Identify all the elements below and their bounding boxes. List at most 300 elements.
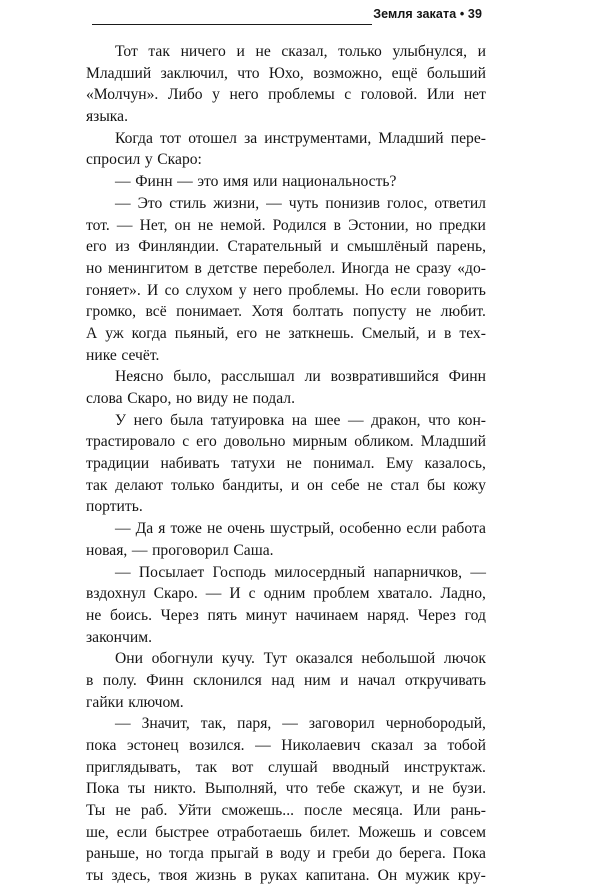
word: с xyxy=(182,433,190,451)
word: Нет, xyxy=(139,216,168,234)
word: жизнь xyxy=(195,867,237,885)
word: Иногда xyxy=(341,259,390,277)
word: ше, xyxy=(86,823,109,841)
word: Саша. xyxy=(233,541,274,559)
word: Ты xyxy=(86,802,106,820)
word: возможно, xyxy=(313,64,383,82)
word: бандиты, xyxy=(222,476,284,494)
word: Посылает xyxy=(138,563,205,581)
word: Юхо, xyxy=(268,64,304,82)
text-line xyxy=(86,149,486,171)
word: боись. xyxy=(109,606,152,624)
word: у xyxy=(238,281,247,299)
word: в xyxy=(265,845,274,863)
word: пере- xyxy=(450,129,486,147)
word: У xyxy=(115,411,127,429)
word: пока xyxy=(86,737,117,754)
word: Финляндии. xyxy=(138,238,220,256)
word: обогнули xyxy=(151,650,214,668)
word: гайки xyxy=(86,693,124,711)
word: милосердный xyxy=(274,563,366,581)
body-text xyxy=(86,41,486,887)
word: улыбнулся, xyxy=(392,43,467,60)
text-line xyxy=(86,648,486,670)
word: если xyxy=(390,281,421,299)
page-number: 39 xyxy=(467,7,482,21)
text-line xyxy=(86,735,486,757)
word: и xyxy=(330,238,339,256)
word: «до- xyxy=(457,259,486,277)
word: больший xyxy=(426,64,486,82)
word: если xyxy=(116,823,148,841)
word: Можешь xyxy=(358,823,416,841)
word: традиции xyxy=(86,455,150,473)
word: напарничков, xyxy=(373,563,463,581)
word: только xyxy=(170,476,215,494)
page-header xyxy=(92,2,482,30)
word: не xyxy=(197,216,214,234)
word: это xyxy=(197,173,219,191)
word: — xyxy=(205,585,222,603)
word: имя xyxy=(223,173,249,191)
word: оказался xyxy=(295,650,353,668)
word: Ему xyxy=(385,455,414,473)
word: особенно xyxy=(339,520,402,538)
text-line xyxy=(86,627,486,649)
word: год xyxy=(464,606,486,624)
word: шустрый, xyxy=(269,520,335,538)
word: Уйти xyxy=(177,802,212,820)
word: скажут, xyxy=(353,780,403,798)
word: Младший xyxy=(86,64,152,82)
word: кру- xyxy=(457,867,486,885)
word: татуировка xyxy=(210,411,285,429)
word: языка. xyxy=(86,108,128,126)
word: кучу. xyxy=(221,650,255,668)
word: смышлёный xyxy=(347,238,429,256)
word: не xyxy=(255,43,271,60)
word: в xyxy=(333,216,341,234)
word: — xyxy=(115,194,131,212)
word: — xyxy=(116,216,133,234)
word: была xyxy=(170,411,204,429)
word: билет. xyxy=(309,823,351,841)
word: Николаевич xyxy=(281,737,361,754)
word: новая, xyxy=(86,541,128,559)
word: заткнешь. xyxy=(288,324,354,342)
word: инструктаж. xyxy=(403,758,486,776)
word: проблем xyxy=(313,585,370,603)
word: но xyxy=(145,845,163,863)
word: возвратившийся xyxy=(330,368,439,386)
word: громко, xyxy=(86,303,137,321)
word: тогда xyxy=(168,845,204,863)
word: откручивать xyxy=(404,671,486,689)
word: минут xyxy=(245,606,287,624)
word: слова xyxy=(86,390,123,407)
word: него xyxy=(133,411,163,429)
text-line xyxy=(86,475,486,497)
word: сказал, xyxy=(281,43,328,60)
word: тот xyxy=(160,129,182,147)
word: Скаро. xyxy=(153,585,198,603)
word: А xyxy=(86,324,98,342)
word: его xyxy=(236,324,258,342)
text-line xyxy=(86,193,486,215)
text-line xyxy=(86,171,486,193)
word: Тут xyxy=(263,650,287,668)
word: над xyxy=(271,671,295,689)
word: но xyxy=(175,390,193,407)
text-line xyxy=(86,388,486,410)
word: Или xyxy=(426,86,455,104)
word: гоняет». xyxy=(86,281,141,299)
word: чернобородый, xyxy=(385,715,486,733)
word: Тот xyxy=(115,43,138,60)
text-line xyxy=(86,605,486,627)
word: тех- xyxy=(459,324,486,342)
text-line xyxy=(86,670,486,692)
word: национальность? xyxy=(282,173,397,191)
text-line xyxy=(86,41,486,63)
word: за xyxy=(423,737,437,754)
word: твоя xyxy=(158,867,188,885)
word: ли xyxy=(304,368,321,386)
text-line xyxy=(86,215,486,237)
word: приглядывать, xyxy=(86,758,181,776)
text-line xyxy=(86,757,486,779)
word: детстве xyxy=(207,259,258,277)
word: Они xyxy=(115,650,143,668)
word: заговорил xyxy=(308,715,375,733)
word: небольшой xyxy=(361,650,436,668)
word: стал xyxy=(390,476,420,494)
word: обликом. xyxy=(354,433,414,451)
word: Господь xyxy=(212,563,267,581)
word: не xyxy=(394,259,411,277)
word: — xyxy=(470,563,486,581)
word: шее xyxy=(314,411,341,429)
word: Неясно xyxy=(115,368,164,386)
word: И xyxy=(229,585,241,603)
word: если xyxy=(406,520,437,538)
text-line xyxy=(86,128,486,150)
word: он xyxy=(174,216,191,234)
text-line xyxy=(86,106,486,128)
word: — xyxy=(347,411,364,429)
word: ты xyxy=(86,867,104,885)
word: сечёт. xyxy=(121,346,160,364)
word: расслышал xyxy=(221,368,295,386)
word: парень, xyxy=(436,238,486,256)
word: полу. xyxy=(102,671,137,689)
word: Или xyxy=(413,802,441,820)
text-line xyxy=(86,692,486,714)
word: чуть xyxy=(288,194,319,212)
word: рань- xyxy=(450,802,486,820)
word: сказал xyxy=(371,737,414,754)
text-line xyxy=(86,236,486,258)
word: что xyxy=(237,64,260,82)
word: нет xyxy=(463,86,486,104)
word: попусту xyxy=(352,303,407,321)
word: так xyxy=(86,476,108,494)
word: жизни, xyxy=(213,194,260,212)
word: Финн xyxy=(146,671,184,689)
word: говорить xyxy=(426,281,486,299)
word: слушай xyxy=(267,758,318,776)
word: делают xyxy=(115,476,164,494)
word: Пока xyxy=(452,845,486,863)
text-line xyxy=(86,778,486,800)
word: болтать xyxy=(292,303,344,321)
word: переболел. xyxy=(263,259,336,277)
word: ключом. xyxy=(128,693,184,711)
word: себе xyxy=(330,476,360,494)
word: не xyxy=(86,606,102,624)
text-line xyxy=(86,713,486,735)
word: бы xyxy=(427,476,446,494)
word: совсем xyxy=(440,823,486,841)
word: уж xyxy=(105,324,124,342)
word: не xyxy=(265,324,281,342)
word: менингитом xyxy=(108,259,189,277)
word: эстонец xyxy=(126,737,179,754)
running-head xyxy=(373,7,482,21)
word: греби xyxy=(332,845,370,863)
word: набивать xyxy=(160,455,220,473)
word: его xyxy=(86,238,107,256)
word: подал. xyxy=(252,390,295,407)
text-line xyxy=(86,366,486,388)
word: работа xyxy=(441,520,486,538)
word: в xyxy=(194,259,202,277)
word: тобой xyxy=(447,737,486,754)
text-line xyxy=(86,323,486,345)
text-line xyxy=(86,865,486,887)
word: Но xyxy=(365,281,385,299)
word: очень xyxy=(227,520,265,538)
word: немой. xyxy=(220,216,266,234)
word: спросил xyxy=(86,151,141,169)
text-line xyxy=(86,63,486,85)
word: трастировало xyxy=(86,433,176,451)
word: Через xyxy=(417,606,456,624)
word: и xyxy=(236,43,245,60)
word: казалось, xyxy=(424,455,486,473)
word: я xyxy=(158,520,166,538)
word: Младший xyxy=(378,129,444,147)
word: не xyxy=(206,520,223,538)
word: у xyxy=(144,151,153,169)
word: понизив xyxy=(325,194,381,212)
word: Ладно, xyxy=(440,585,486,603)
word: него xyxy=(229,86,259,104)
text-line xyxy=(86,410,486,432)
word: не xyxy=(428,780,444,798)
word: ним xyxy=(304,671,331,689)
word: пять xyxy=(207,606,237,624)
word: — xyxy=(177,173,193,191)
text-line xyxy=(86,301,486,323)
word: что xyxy=(428,411,451,429)
word: вводный xyxy=(332,758,390,776)
word: прыгай xyxy=(210,845,259,863)
word: Хотя xyxy=(251,303,284,321)
word: и xyxy=(340,671,349,689)
word: довольно xyxy=(223,433,286,451)
word: Эстонии, xyxy=(348,216,409,234)
word: начал xyxy=(357,671,396,689)
word: дракон, xyxy=(371,411,421,429)
word: ответил xyxy=(434,194,486,212)
word: так xyxy=(195,758,218,776)
text-line xyxy=(86,822,486,844)
word: виду xyxy=(196,390,229,407)
text-line xyxy=(86,280,486,302)
word: он xyxy=(306,476,324,494)
word: Скаро: xyxy=(157,151,202,169)
word: Скаро, xyxy=(127,390,172,407)
text-line xyxy=(86,583,486,605)
word: только xyxy=(338,43,382,60)
word: и xyxy=(427,324,436,342)
word: в xyxy=(86,671,94,689)
text-line xyxy=(86,84,486,106)
word: кон- xyxy=(457,411,486,429)
text-line xyxy=(86,496,486,518)
word: понимает. xyxy=(176,303,243,321)
word: — xyxy=(282,715,298,733)
word: так, xyxy=(200,715,227,733)
word: отработаешь xyxy=(217,823,302,841)
word: раньше, xyxy=(86,845,140,863)
word: Это xyxy=(137,194,163,212)
word: не xyxy=(232,390,249,407)
word: и xyxy=(411,780,420,798)
word: из xyxy=(115,238,130,256)
text-line xyxy=(86,431,486,453)
word: него xyxy=(252,281,283,299)
word: в xyxy=(244,867,252,885)
word: и xyxy=(290,476,300,494)
text-line xyxy=(86,562,486,584)
word: когда xyxy=(131,324,167,342)
word: или xyxy=(253,173,278,191)
text-line xyxy=(86,800,486,822)
word: сможешь... xyxy=(221,802,294,820)
word: паря, xyxy=(237,715,272,733)
text-line xyxy=(86,258,486,280)
word: наряд. xyxy=(367,606,410,624)
word: понимал. xyxy=(313,455,375,473)
word: Он xyxy=(377,867,398,885)
word: возился. xyxy=(189,737,245,754)
word: ещё xyxy=(391,64,418,82)
text-line xyxy=(86,540,486,562)
word: так xyxy=(148,43,170,60)
word: никто. xyxy=(153,780,197,798)
word: голос, xyxy=(387,194,428,212)
word: Значит, xyxy=(141,715,190,733)
word: с xyxy=(248,585,256,603)
word: И xyxy=(147,281,159,299)
word: мужик xyxy=(405,867,450,885)
word: кожу xyxy=(453,476,486,494)
word: начинаем xyxy=(295,606,359,624)
word: но xyxy=(415,216,432,234)
word: Когда xyxy=(115,129,153,147)
word: мирным xyxy=(292,433,348,451)
word: пьяный, xyxy=(174,324,229,342)
word: берега. xyxy=(399,845,446,863)
word: отошел xyxy=(188,129,237,147)
word: Выполняй, xyxy=(204,780,278,798)
word: после xyxy=(304,802,343,820)
word: заключил, xyxy=(160,64,228,82)
text-line xyxy=(86,518,486,540)
word: Через xyxy=(160,606,199,624)
word: Финн xyxy=(448,368,486,386)
word: проговорил xyxy=(152,541,229,559)
word: быстрее xyxy=(155,823,210,841)
word: здесь, xyxy=(111,867,151,885)
word: руках xyxy=(260,867,298,885)
word: любит. xyxy=(440,303,486,321)
word: тоже xyxy=(170,520,202,538)
word: всё xyxy=(145,303,167,321)
word: капитана. xyxy=(305,867,370,885)
word: и xyxy=(477,43,486,60)
word: но xyxy=(86,259,103,277)
word: ты xyxy=(127,780,146,798)
word: со xyxy=(164,281,180,299)
header-separator: • xyxy=(459,7,465,21)
word: татухи xyxy=(231,455,276,473)
word: что xyxy=(285,780,309,798)
word: Младший xyxy=(420,433,486,451)
word: портить. xyxy=(86,498,143,516)
word: за xyxy=(244,129,258,147)
word: хватало. xyxy=(377,585,433,603)
word: стиль xyxy=(169,194,207,212)
word: инструментами, xyxy=(264,129,372,147)
text-line xyxy=(86,453,486,475)
word: тебе xyxy=(316,780,346,798)
word: — xyxy=(115,173,131,191)
word: — xyxy=(266,194,282,212)
word: — xyxy=(115,520,131,538)
word: Финн xyxy=(135,173,173,191)
word: месяца. xyxy=(352,802,403,820)
word: слухом xyxy=(185,281,233,299)
word: вот xyxy=(231,758,254,776)
word: было, xyxy=(173,368,212,386)
word: сразу xyxy=(416,259,452,277)
word: проблемы xyxy=(268,86,335,104)
word: проблемы. xyxy=(288,281,359,299)
word: Старательный xyxy=(227,238,322,256)
word: с xyxy=(344,86,352,104)
word: — xyxy=(255,737,271,754)
word: не xyxy=(415,303,432,321)
word: — xyxy=(115,563,131,581)
word: Да xyxy=(135,520,154,538)
word: у xyxy=(212,86,220,104)
word: — xyxy=(115,715,131,733)
word: не xyxy=(286,455,302,473)
word: Смелый, xyxy=(361,324,420,342)
